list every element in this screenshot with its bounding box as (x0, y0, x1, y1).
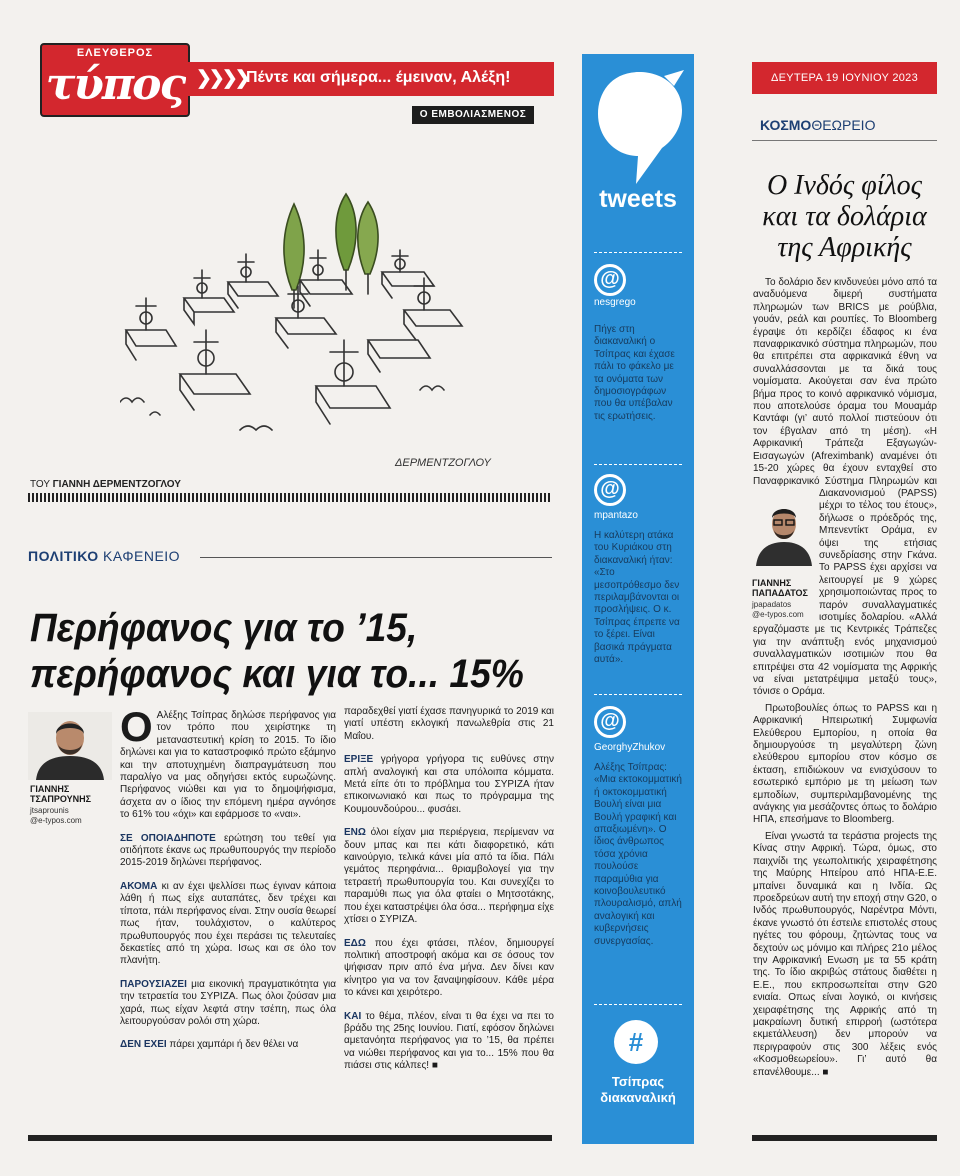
tweet-separator (594, 464, 682, 465)
columnist-photo (752, 500, 816, 566)
column-headline (752, 170, 937, 263)
cypress-tree (284, 204, 304, 290)
article-column-1 (120, 703, 336, 1063)
newspaper-logo (40, 43, 190, 117)
grave (382, 272, 434, 298)
column-paragraph: Πρωτοβουλίες όπως το PAPSS και η Αφρικανική Ηπειρωτική Συμφωνία Ελεύθερου Εμπορίου, η οποία θα δημιουργούσε τη μεγαλύτερη ζώνη ελεύθερου εμπορίου στον κόσμο σε έκταση, επιδιώκουν να ενισχύσουν το εσωτερικό εμπόριο με τη μείωση των εμποδίων, συμπεριλαμβανομένης της ανάγκης για μεσάζοντες όπως το δολάριο ΗΠΑ, επεσήμανε το Bloomberg. (753, 702, 937, 826)
cartoon-credit (30, 479, 181, 490)
column-headline-line-1: Ο Ινδός φίλος (766, 170, 923, 201)
at-icon: @ (594, 706, 626, 738)
logo-main-text: τύπος (45, 59, 185, 110)
author-contact (30, 806, 120, 826)
article-headline (30, 605, 523, 697)
cypress-tree (336, 194, 356, 270)
column-heading-rule (752, 140, 937, 141)
grave (228, 282, 278, 308)
tweet-handle[interactable]: mpantazo (594, 510, 638, 521)
article-column-2 (344, 706, 554, 1084)
tweet-handle[interactable]: nesgrego (594, 297, 636, 308)
columnist-handle: jpapadatos (752, 600, 792, 609)
article-paragraph: ΟΑλέξης Τσίπρας δηλώσε περήφανος για τον τρόπο που χειρίστηκε τη μεταναστευτική κρίση το 2015. Το ίδιο δηλώνει και για το καταστροφικό πρώτο εξάμηνο και την αποτυχημένη διαπραγμάτευση που παραλίγο να μας οδηγήσει εκτός ευρωζώνης. Περήφανος νιώθει και για το δημοψήφισμα, άσχετα αν ο ίδιος την επόμενη ημέρα αγνόησε το 61% του «όχι» και εφάρμοσε το «ναι». (120, 703, 336, 821)
hatched-divider (28, 493, 552, 502)
cross-icon (194, 330, 218, 374)
author-name: ΓΙΑΝΝΗΣ ΤΣΑΠΡΟΥΝΗΣ (30, 784, 92, 804)
bottom-rule (28, 1135, 552, 1141)
cypress-tree (358, 202, 378, 274)
tweet-separator (594, 694, 682, 695)
article-paragraph: ΣΕ ΟΠΟΙΑΔΗΠΟΤΕ ερώτηση του τεθεί για οτιδήποτε έκανε ως πρωθυπουργός την περίοδο 2015-2019 δηλώνει περήφανος. (120, 832, 336, 869)
section-heading-bold: ΠΟΛΙΤΙΚΟ (28, 548, 99, 564)
slogan-bar (186, 62, 554, 96)
article-paragraph: παραδεχθεί γιατί έχασε πανηγυρικά το 2019 και γιατί υπέστη εκλογική πανωλεθρία στις 21 Μαΐου. (344, 706, 554, 742)
cross-icon (288, 286, 308, 318)
issue-date: ΔΕΥΤΕΡΑ 19 ΙΟΥΝΙΟΥ 2023 (752, 62, 937, 94)
grave (180, 374, 250, 410)
article-paragraph: ΕΝΩ όλοι είχαν μια περιέργεια, περίμεναν να δουν μπας και πει κάτι διαφορετικό, κάτι καινούργιο, τελικά κάνει μία από τα ίδια. Πάλι γεμάτος περηφάνια... θριαμβολογεί για την τετραετή πρωθυπουργία του. Και συνεχίζει το παραμύθι πως για όλα φταίει ο Μητσοτάκης, που έχει καταστρέψει όλα όσα... περήφημα είχε χτίσει ο ΣΥΡΙΖΑ. (344, 827, 554, 926)
tweet-separator (594, 252, 682, 253)
columnist-name: ΓΙΑΝΝΗΣ ΠΑΠΑΔΑΤΟΣ (752, 578, 808, 598)
article-paragraph: ΕΔΩ που έχει φτάσει, πλέον, δημιουργεί πολιτική αποστροφή ακόμα και σε όσους τον ψήφισαν πριν από ένα μήνα. Δεν δίνει καν κίνητρο για να τον ξαναψηφίσουν. Κάθε μέρα το κάνει και χειρότερο. (344, 937, 554, 999)
at-icon: @ (594, 264, 626, 296)
author-photo (28, 712, 112, 780)
article-paragraph: ΑΚΟΜΑ κι αν έχει ψελλίσει πως έγιναν κάποια λάθη ή πως είχε αυταπάτες, δεν τρέχει και τίποτα, πάλι περήφανος είναι. Στην ουσία θεωρεί πως ήταν, τουλάχιστον, ο καλύτερος πρωθυπουργός που έχει περάσει τις τελευταίες δεκαετίες από τη χώρα. Ισως και σε όλο τον πλανήτη. (120, 880, 336, 967)
column-headline-line-3: της Αφρικής (777, 232, 912, 263)
column-heading (760, 117, 875, 133)
grave (276, 318, 336, 348)
tweet-handle[interactable]: GeorghyZhukov (594, 742, 666, 753)
hashtag-icon: # (614, 1020, 658, 1064)
hashtag-line-2: διακαναλική (600, 1090, 676, 1105)
article-paragraph: ΚΑΙ το θέμα, πλέον, είναι τι θα έχει να πει το βράδυ της 25ης Ιουνίου. Γιατί, εφόσον δηλώνει αμετανόητα περήφανος για το ’15, θα πρέπει να νιώθει περήφανος και για το... 15% που θα πιάσει στις κάλπες! ■ (344, 1010, 554, 1072)
credit-name: ΓΙΑΝΝΗ ΔΕΡΜΕΝΤΖΟΓΛΟΥ (52, 479, 181, 490)
cartoon-graveyard (120, 190, 510, 480)
section-heading-light: ΚΑΦΕΝΕΙΟ (103, 548, 181, 564)
columnist-contact (752, 600, 822, 620)
tweet-text: Πήγε στη διακαναλική ο Τσίπρας και έχασε πάλι το φάκελο με τα ονόματα των δημοσιογράφων που θα υπέβαλαν τις ερωτήσεις. (594, 324, 675, 422)
bottom-rule (752, 1135, 937, 1141)
article-paragraph: ΕΡΙΞΕ γρήγορα γρήγορα τις ευθύνες στην απλή αναλογική και στα υπόλοιπα κόμματα. Μετά είπε ότι το πρόβλημα του ΣΥΡΙΖΑ ήταν επικοινωνιακό και πως το πρόγραμμα της Κουμουνδούρου... φυσάει. (344, 754, 554, 815)
credit-prefix: ΤΟΥ (30, 479, 50, 490)
author-email: @e-typos.com (30, 816, 82, 825)
article-paragraph: ΠΑΡΟΥΣΙΑΖΕΙ μια εικονική πραγματικότητα για την τετραετία του ΣΥΡΙΖΑ. Πως όλοι ζούσαν μια χαρά, πως είχαν λεφτά στην τσέπη, πως όλα λειτουργούσαν ρολόι στη χώρα. (120, 978, 336, 1027)
tweets-column (582, 54, 694, 1144)
hashtag-topic[interactable] (582, 1074, 694, 1106)
grave (184, 298, 234, 324)
slogan-text: Πέντε και σήμερα... έμειναν, Αλέξη! (246, 69, 511, 86)
cartoon-signature: ΔΕΡΜΕΝΤΖΟΓΛΟΥ (395, 457, 491, 469)
chevrons-icon: ❯❯❯❯ (196, 68, 248, 89)
column-paragraph: Είναι γνωστά τα τεράστια projects της Κίνας στην Αφρική. Τώρα, όμως, στο παιχνίδι της γεωπολιτικής χειραφέτησης της Μαύρης Ηπείρου από ΗΠΑ-Ε.Ε. μπαίνει δυναμικά και η Ινδία. Ως προεδρεύων αυτή την εποχή στην G20, ο Ινδός πρωθυπουργός, Ναρέντρα Μόντι, έκανε γνωστό ότι έστειλε επιστολές στους ηγέτες του φόρουμ, ζητώντας τους να δεχτούν ως μόνιμο και πλήρες 21ο μέλος την Αφρικανική Ενωση με τα 55 κράτη της. Το ίδιο ακριβώς στάτους διαθέτει η Ε.Ε., που εκπροσωπείται στην G20 ενιαία. Οπως είναι λογικό, οι κινήσεις χειραφέτησης της Αφρικής από τη μακραίωνη δυτική επιρροή (ωστότερα εκμετάλλευση) δεν μπορούν να περιγραφούν στις 300 λέξεις ενός «Κοσμοθεωρείου». Γι’ αυτό θα επανέλθουμε... ■ (753, 830, 937, 1078)
column-heading-light: ΘΕΩΡΕΙΟ (811, 117, 876, 133)
hashtag-line-1: Τσίπρας (611, 1074, 665, 1089)
column-body (753, 277, 937, 1083)
at-icon: @ (594, 474, 626, 506)
column-paragraph: Το δολάριο δεν κινδυνεύει μόνο από τα αναδυόμενα διμερή συστήματα πληρωμών των BRICS με ρούβλια, γουάν, ρεάλ και ρουπίες. Το Bloomberg έγραψε ότι κερδίζει έδαφος κι ένα παναφρικανικό σύστημα πληρωμών, που θα επιτρέπει στα αφρικανικά έθνη να συναλλάσσονται με τα δικά τους νομίσματα. Ακούγεται σαν ένα πρώτο βήμα προς το κοινό αφρικανικό νόμισμα, που αποτελούσε όραμα του Μουαμάρ Καντάφι (γι’ αυτό πολλοί πιστεύουν ότι τον έβγαλαν από τη μέση). «Η Αφρικανική Τράπεζα Εξαγωγών-Εισαγωγών (Afreximbank) αναμένει ότι 15-20 χώρες θα έχουν ενταχθεί στο Παναφρικανικό Σύστημα Πληρωμών και Διακανονισμού (PAPSS) μέχρι το τέλος του έτους», δήλωσε ο πρόεδρός της, Μπενεντίκτ Οράμα, εν όψει της ετήσιας συνεδρίασης στην Γκάνα. Το PAPSS έχει αρχίσει να λειτουργεί με 9 χώρες χρησιμοποιώντας προς το παρόν συναλλαγματικές ισοτιμίες δολαρίου. «Αλλά εργαζόμαστε με τις Κεντρικές Τράπεζες για την ανάπτυξη ενός μηχανισμού συναλλαγματικών ισοτιμιών που θα επιτρέψει στα 42 νομίσματα της Αφρικής να είναι μετατρέψιμα μεταξύ τους», τόνισε ο Οράμα. (753, 277, 937, 698)
grave (368, 340, 430, 372)
tweet-text: Η καλύτερη ατάκα του Κυριάκου στη διακαναλική ήταν: «Στο μεσοπρόθεσμο δεν περιλαμβάνονται οι προσλήψεις. Ο κ. Τσίπρας έπρεπε να το ξέρει. Είναι βασικά πράγματα αυτά». (594, 530, 680, 666)
section-heading (28, 548, 180, 564)
article-paragraph: ΔΕΝ ΕΧΕΙ πάρει χαμπάρι ή δεν θέλει να (120, 1039, 299, 1051)
section-rule (200, 557, 552, 558)
grave (316, 386, 390, 424)
grave (404, 310, 462, 340)
column-heading-bold: ΚΟΣΜΟ (760, 117, 812, 133)
headline-line-1: Περήφανος για το ’15, (30, 606, 418, 650)
author-handle: jtsaprounis (30, 806, 69, 815)
column-tag: Ο ΕΜΒΟΛΙΑΣΜΕΝΟΣ (412, 106, 534, 124)
cross-icon (136, 298, 156, 330)
tweet-separator (594, 1004, 682, 1005)
tweet-text: Αλέξης Τσίπρας: «Μια εκτοκομματική ή οκτοκομματική Βουλή είναι μια Βουλή γραφική και απαξιωμένη». Ο ίδιος άνθρωπος τόσα χρόνια πουλούσε παραμύθια για κοινοβουλευτικό πλουραλισμό, απλή αναλογική και κυβερνήσεις συνεργασίας. (594, 762, 682, 947)
column-headline-line-2: και τα δολάρια (762, 201, 927, 232)
headline-line-2: περήφανος και για το... 15% (30, 652, 524, 696)
logo-top-text: ΕΛΕΥΘΕΡΟΣ (76, 47, 154, 59)
grave (126, 330, 176, 360)
tweets-label: tweets (599, 185, 677, 213)
columnist-email: @e-typos.com (752, 610, 804, 619)
grave (300, 280, 352, 306)
